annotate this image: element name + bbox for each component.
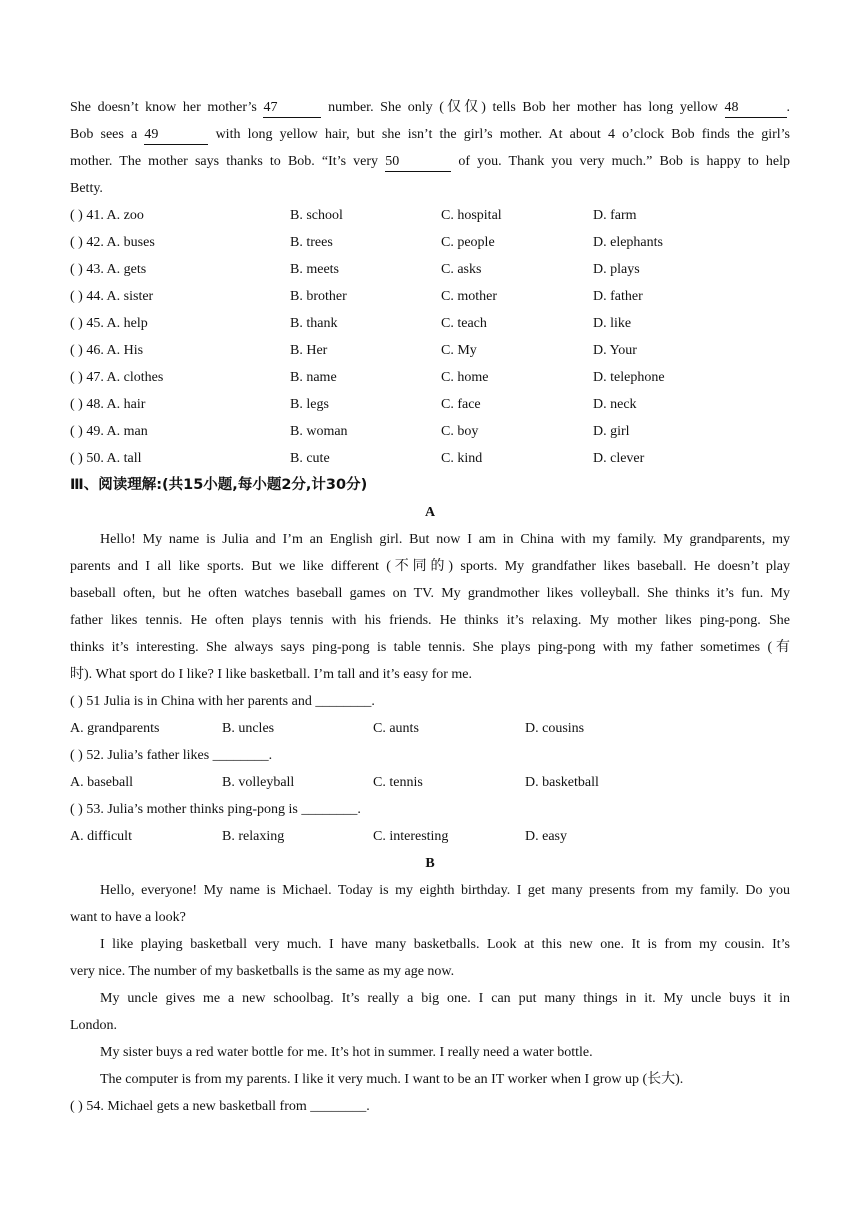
answer-blank: 49 — [144, 126, 208, 145]
option-c: C. boy — [441, 424, 479, 439]
passage-line: Bob sees a 49 with long yellow hair, but she isn’t the girl’s mother. At about 4 o’clock Bob finds the girl’s — [70, 121, 790, 148]
option-b: B. name — [290, 370, 337, 385]
answer-options — [70, 823, 790, 850]
cloze-option-row — [70, 283, 790, 310]
question-number: ( ) 46. A. His — [70, 343, 144, 358]
section-heading: Ⅲ、阅读理解:(共15小题,每小题2分,计30分) — [70, 477, 368, 493]
option-b: B. school — [290, 208, 343, 223]
option-b: B. brother — [290, 289, 347, 304]
option-d: D. cousins — [525, 721, 585, 736]
cloze-option-row — [70, 391, 790, 418]
option-d: D. elephants — [593, 235, 663, 250]
option-d: D. father — [593, 289, 643, 304]
passage-line: 时). What sport do I like? I like basketball. I’m tall and it’s easy for me. — [70, 667, 472, 682]
question-stem: ( ) 53. Julia’s mother thinks ping-pong is ________. — [70, 802, 361, 817]
option-c: C. interesting — [373, 829, 449, 844]
option-c: C. people — [441, 235, 495, 250]
question-number: ( ) 44. A. sister — [70, 289, 154, 304]
option-a: A. baseball — [70, 775, 133, 790]
passage-line: mother. The mother says thanks to Bob. “It’s very 50 of you. Thank you very much.” Bob is happy to help — [70, 148, 790, 175]
option-d: D. like — [593, 316, 632, 331]
question-number: ( ) 43. A. gets — [70, 262, 147, 277]
option-b: B. relaxing — [222, 829, 285, 844]
option-c: C. tennis — [373, 775, 423, 790]
question-number: ( ) 45. A. help — [70, 316, 148, 331]
option-c: C. home — [441, 370, 489, 385]
question-stem: ( ) 54. Michael gets a new basketball from ________. — [70, 1099, 370, 1114]
option-b: B. woman — [290, 424, 348, 439]
passage-line: want to have a look? — [70, 910, 186, 925]
option-c: C. mother — [441, 289, 497, 304]
option-d: D. neck — [593, 397, 637, 412]
option-c: C. asks — [441, 262, 482, 277]
option-c: C. aunts — [373, 721, 419, 736]
answer-blank: 48 — [725, 99, 787, 118]
passage-line: Hello! My name is Julia and I’m an English girl. But now I am in China with my family. My grandparents, my — [100, 532, 790, 547]
option-b: B. Her — [290, 343, 328, 358]
answer-blank: 47 — [263, 99, 321, 118]
option-b: B. uncles — [222, 721, 275, 736]
cloze-option-row — [70, 364, 790, 391]
passage-line: My uncle gives me a new schoolbag. It’s really a big one. I can put many things in it. My uncle buys it in — [100, 991, 790, 1006]
option-d: D. clever — [593, 451, 645, 466]
option-d: D. easy — [525, 829, 567, 844]
option-b: B. meets — [290, 262, 339, 277]
option-b: B. trees — [290, 235, 333, 250]
option-b: B. cute — [290, 451, 330, 466]
passage-line: London. — [70, 1018, 118, 1033]
question-number: ( ) 49. A. man — [70, 424, 148, 439]
cloze-option-row — [70, 445, 790, 472]
option-c: C. My — [441, 343, 477, 358]
question-number: ( ) 41. A. zoo — [70, 208, 144, 223]
option-d: D. plays — [593, 262, 640, 277]
question-number: ( ) 42. A. buses — [70, 235, 155, 250]
cloze-option-row — [70, 310, 790, 337]
question-number: ( ) 48. A. hair — [70, 397, 146, 412]
passage-line: Hello, everyone! My name is Michael. Today is my eighth birthday. I get many presents from my family. Do you — [100, 883, 790, 898]
question-stem: ( ) 51 Julia is in China with her parents and ________. — [70, 694, 375, 709]
passage-line: baseball often, but he often watches baseball games on TV. My grandmother likes volleyball. She thinks it’s fun. My — [70, 586, 790, 601]
option-c: C. teach — [441, 316, 487, 331]
passage-line: father likes tennis. He often plays tennis with his friends. He thinks it’s relaxing. My mother likes ping-pong. She — [70, 613, 790, 628]
cloze-option-row — [70, 202, 790, 229]
option-b: B. thank — [290, 316, 338, 331]
question-number: ( ) 47. A. clothes — [70, 370, 164, 385]
answer-blank: 50 — [385, 153, 451, 172]
option-d: D. girl — [593, 424, 630, 439]
passage-label: B — [425, 856, 435, 871]
question-stem: ( ) 52. Julia’s father likes ________. — [70, 748, 273, 763]
answer-options — [70, 769, 790, 796]
option-c: C. hospital — [441, 208, 502, 223]
cloze-option-row — [70, 229, 790, 256]
option-c: C. face — [441, 397, 481, 412]
question-number: ( ) 50. A. tall — [70, 451, 142, 466]
option-a: A. difficult — [70, 829, 132, 844]
passage-line: parents and I all like sports. But we like different (不同的) sports. My grandfather likes baseball. He doesn’t play — [70, 559, 790, 574]
passage-line: very nice. The number of my basketballs is the same as my age now. — [70, 964, 455, 979]
exam-page — [70, 94, 790, 1120]
passage-line: Betty. — [70, 181, 103, 196]
cloze-option-row — [70, 337, 790, 364]
passage-line: I like playing basketball very much. I have many basketballs. Look at this new one. It is from my cousin. It’s — [100, 937, 790, 952]
option-d: D. Your — [593, 343, 637, 358]
answer-options — [70, 715, 790, 742]
option-d: D. farm — [593, 208, 637, 223]
option-d: D. telephone — [593, 370, 665, 385]
passage-line: She doesn’t know her mother’s 47 number. She only (仅仅) tells Bob her mother has long yellow 48 . — [70, 94, 790, 121]
option-d: D. basketball — [525, 775, 599, 790]
passage-line: My sister buys a red water bottle for me. It’s hot in summer. I really need a water bottle. — [100, 1045, 593, 1060]
option-b: B. legs — [290, 397, 329, 412]
option-b: B. volleyball — [222, 775, 295, 790]
option-a: A. grandparents — [70, 721, 160, 736]
cloze-option-row — [70, 418, 790, 445]
passage-label: A — [424, 505, 436, 520]
cloze-option-row — [70, 256, 790, 283]
option-c: C. kind — [441, 451, 483, 466]
passage-line: thinks it’s interesting. She always says ping-pong is table tennis. She plays ping-pong with my father sometimes (有 — [70, 640, 790, 655]
passage-line: The computer is from my parents. I like it very much. I want to be an IT worker when I grow up (长大). — [100, 1072, 684, 1087]
